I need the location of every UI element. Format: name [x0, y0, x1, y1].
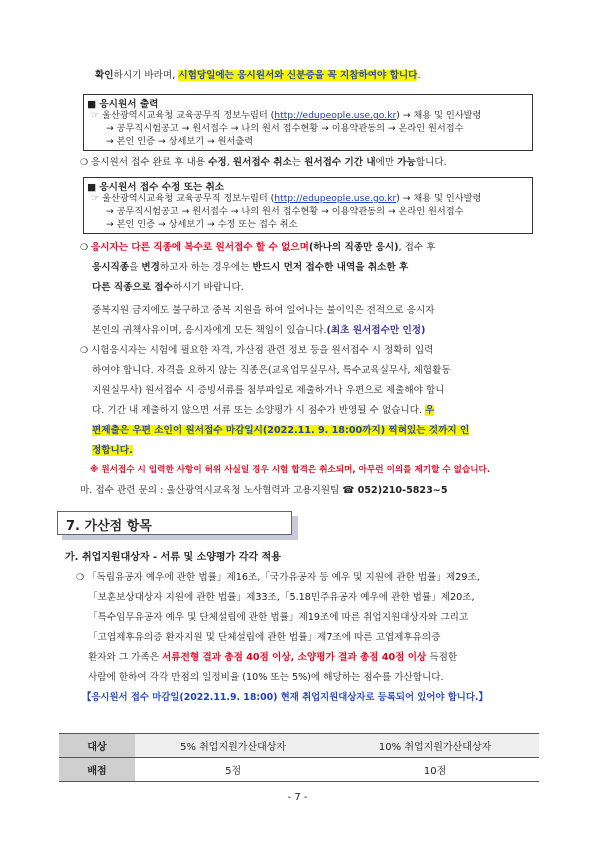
intro-text: 하시기 바라며, — [113, 70, 179, 81]
box-title: ■ 응시원서 출력 — [87, 99, 159, 110]
law-line2: 「보훈보상대상자 지원에 관한 법률」제33조,「5.18민주유공자 예우에 관한 법률」제20조, — [88, 592, 475, 603]
text: 응시직종 — [92, 262, 130, 273]
text: (하나의 직종만 응시) — [308, 242, 399, 253]
duplicate-note-line1 — [80, 241, 435, 255]
contact-label: 마. 접수 관련 문의 : 울산광역시교육청 노사협력과 고용지원팀 — [80, 485, 343, 496]
bullet-circle-icon: ❍ — [80, 346, 91, 356]
text: 편제출은 우편 소인이 원서접수 마감일시(2022.11. 9. 18:00까지) 찍혀있는 것까지 인 — [92, 425, 470, 436]
text: 환자와 그 가족은 — [88, 652, 163, 663]
text: 합니다. — [415, 157, 447, 168]
box-row: → 공무직시험공고 → 원서접수 → 나의 원서 접수현황 → 이용약관동의 → 온라인 원서접수 — [106, 206, 464, 217]
text: 다른 직종으로 접수 — [92, 282, 173, 293]
duplicate-note-line3 — [92, 281, 244, 294]
text: 하고자 하는 경우에는 — [159, 262, 253, 273]
modify-note — [80, 156, 447, 170]
bullet-circle-icon: ❍ — [80, 158, 91, 168]
text: 가능 — [397, 157, 416, 168]
text: 득점한 — [426, 652, 458, 663]
box-text: ) → 채용 및 인사발령 — [396, 193, 482, 204]
edupeople-link[interactable]: http://edupeople.use.go.kr — [274, 193, 397, 204]
qualification-line6 — [92, 444, 133, 457]
law-line3: 「특수임무유공자 예우 및 단체설립에 관한 법률」제19조에 따른 취업지원대상자와 그리고 — [88, 612, 469, 623]
law-line6: 사람에 한하여 각각 만점의 일정비율 (10% 또는 5%)에 해당하는 점수를 가산합니다. — [88, 672, 444, 683]
intro-confirm: 확인 — [95, 70, 114, 81]
table-row-label: 배점 — [59, 758, 135, 782]
edupeople-link[interactable]: http://edupeople.use.go.kr — [274, 110, 397, 121]
text: 원서접수 기간 내 — [304, 157, 376, 168]
text: 본인의 귀책사유이며, 응시자에게 모든 책임이 있습니다. — [92, 325, 327, 336]
qualification-line1 — [80, 344, 433, 358]
contact-phone: ☎ 052)210-5823~5 — [342, 485, 448, 496]
intro-period: . — [417, 70, 421, 81]
text: 서류전형 결과 총점 40점 이상, 소양평가 결과 총점 40점 이상 — [162, 652, 427, 663]
bullet-circle-icon: ❍ — [76, 573, 87, 583]
section-header — [57, 511, 293, 539]
qualification-line3: 지원실무사) 원서접수 시 증빙서류를 첨부파일로 제출하거나 우편으로 제출해야 합니 — [92, 385, 445, 396]
intro-highlight: 시험당일에는 응시원서와 신분증을 꼭 지참하여야 합니다 — [178, 70, 418, 81]
text: 응시원서 접수 완료 후 내용 — [90, 157, 209, 168]
table-header-cell: 10% 취업지원가산대상자 — [331, 734, 539, 758]
intro-line — [95, 69, 421, 82]
qualification-line2: 하여야 합니다. 자격을 요하지 않는 직종은(교육업무실무사, 특수교육실무사, 체험활동 — [92, 365, 451, 376]
pointing-hand-icon: ☞ — [91, 193, 100, 204]
table-header-cell: 대상 — [59, 734, 135, 758]
text: 다. 기간 내 제출하지 않으면 서류 또는 소양평가 시 점수가 반영될 수 없습니다. — [92, 405, 426, 416]
duplicate-note-line4: 중복지원 금지에도 불구하고 중복 지원을 하여 일어나는 불이익은 전적으로 응시자 — [92, 305, 435, 316]
box-title: ■ 응시원서 접수 수정 또는 취소 — [87, 182, 224, 193]
subsection-title: 가. 취업지원대상자 - 서류 및 소양평가 각각 적용 — [65, 552, 281, 563]
text: , — [226, 157, 233, 168]
table-cell: 5점 — [135, 758, 331, 782]
bullet-circle-icon: ❍ — [80, 243, 91, 253]
box-text: 울산광역시교육청 교육공무직 정보누림터 ( — [102, 193, 275, 204]
duplicate-note-line2 — [92, 261, 408, 274]
box-row — [91, 109, 481, 122]
text: 는 — [291, 157, 305, 168]
box-row — [91, 192, 481, 205]
page-number: - 7 - — [287, 792, 308, 803]
law-line5 — [88, 651, 457, 664]
law-line1 — [76, 571, 480, 585]
box-row: → 본인 인증 → 상세보기 → 원서출력 — [106, 136, 254, 147]
text: 원서접수 취소 — [232, 157, 292, 168]
qualification-line4 — [92, 404, 434, 417]
text: 정합니다. — [92, 445, 133, 456]
text: 에만 — [375, 157, 398, 168]
qualification-line5 — [92, 424, 469, 437]
text: 하시기 바랍니다. — [172, 282, 244, 293]
text: 응시자는 다른 직종에 복수로 원서접수 할 수 없으며 — [90, 242, 309, 253]
duplicate-note-line5 — [92, 324, 425, 337]
text: 을 — [129, 262, 142, 273]
box-text: 울산광역시교육청 교육공무직 정보누림터 ( — [102, 110, 275, 121]
table-row — [59, 758, 539, 782]
table-cell: 10점 — [331, 758, 539, 782]
false-info-warning: ※ 원서접수 시 입력한 사항이 허위 사실일 경우 시험 합격은 취소되며, 아무런 이의를 제기할 수 없습니다. — [90, 465, 491, 475]
text: 수정 — [208, 157, 227, 168]
contact-line — [80, 484, 448, 497]
text: 「독립유공자 예우에 관한 법률」제16조,「국가유공자 등 예우 및 지원에 관한 법률」제29조, — [86, 572, 480, 583]
law-line4: 「고엽제후유의증 환자지원 및 단체설립에 관한 법률」제7조에 따른 고엽제후유의증 — [88, 632, 441, 643]
pointing-hand-icon: ☞ — [91, 110, 100, 121]
text: 변경 — [141, 262, 160, 273]
section-title: 7. 가산점 항목 — [66, 519, 152, 534]
text: , 접수 후 — [398, 242, 436, 253]
box-text: ) → 채용 및 인사발령 — [396, 110, 482, 121]
box-row: → 공무직시험공고 → 원서접수 → 나의 원서 접수현황 → 이용약관동의 → 온라인 원서접수 — [106, 123, 464, 134]
table-row — [59, 734, 539, 758]
table-header-cell: 5% 취업지원가산대상자 — [135, 734, 331, 758]
section-frame — [57, 511, 292, 535]
text: 시험응시자는 시험에 필요한 자격, 가산점 관련 정보 등을 원서접수 시 정확히 입력 — [90, 345, 434, 356]
text: 우 — [425, 405, 435, 416]
text: 반드시 먼저 접수한 내역을 취소한 후 — [252, 262, 409, 273]
text: (최초 원서접수만 인정) — [326, 325, 426, 336]
bonus-points-table — [59, 733, 539, 782]
registration-deadline-note: 【응시원서 접수 마감일(2022.11.9. 18:00) 현재 취업지원대상자로 등록되어 있어야 합니다.】 — [82, 692, 488, 703]
modify-cancel-box — [83, 177, 533, 234]
print-application-box — [83, 94, 533, 151]
box-row: → 본인 인증 → 상세보기 → 수정 또는 접수 취소 — [106, 219, 298, 230]
